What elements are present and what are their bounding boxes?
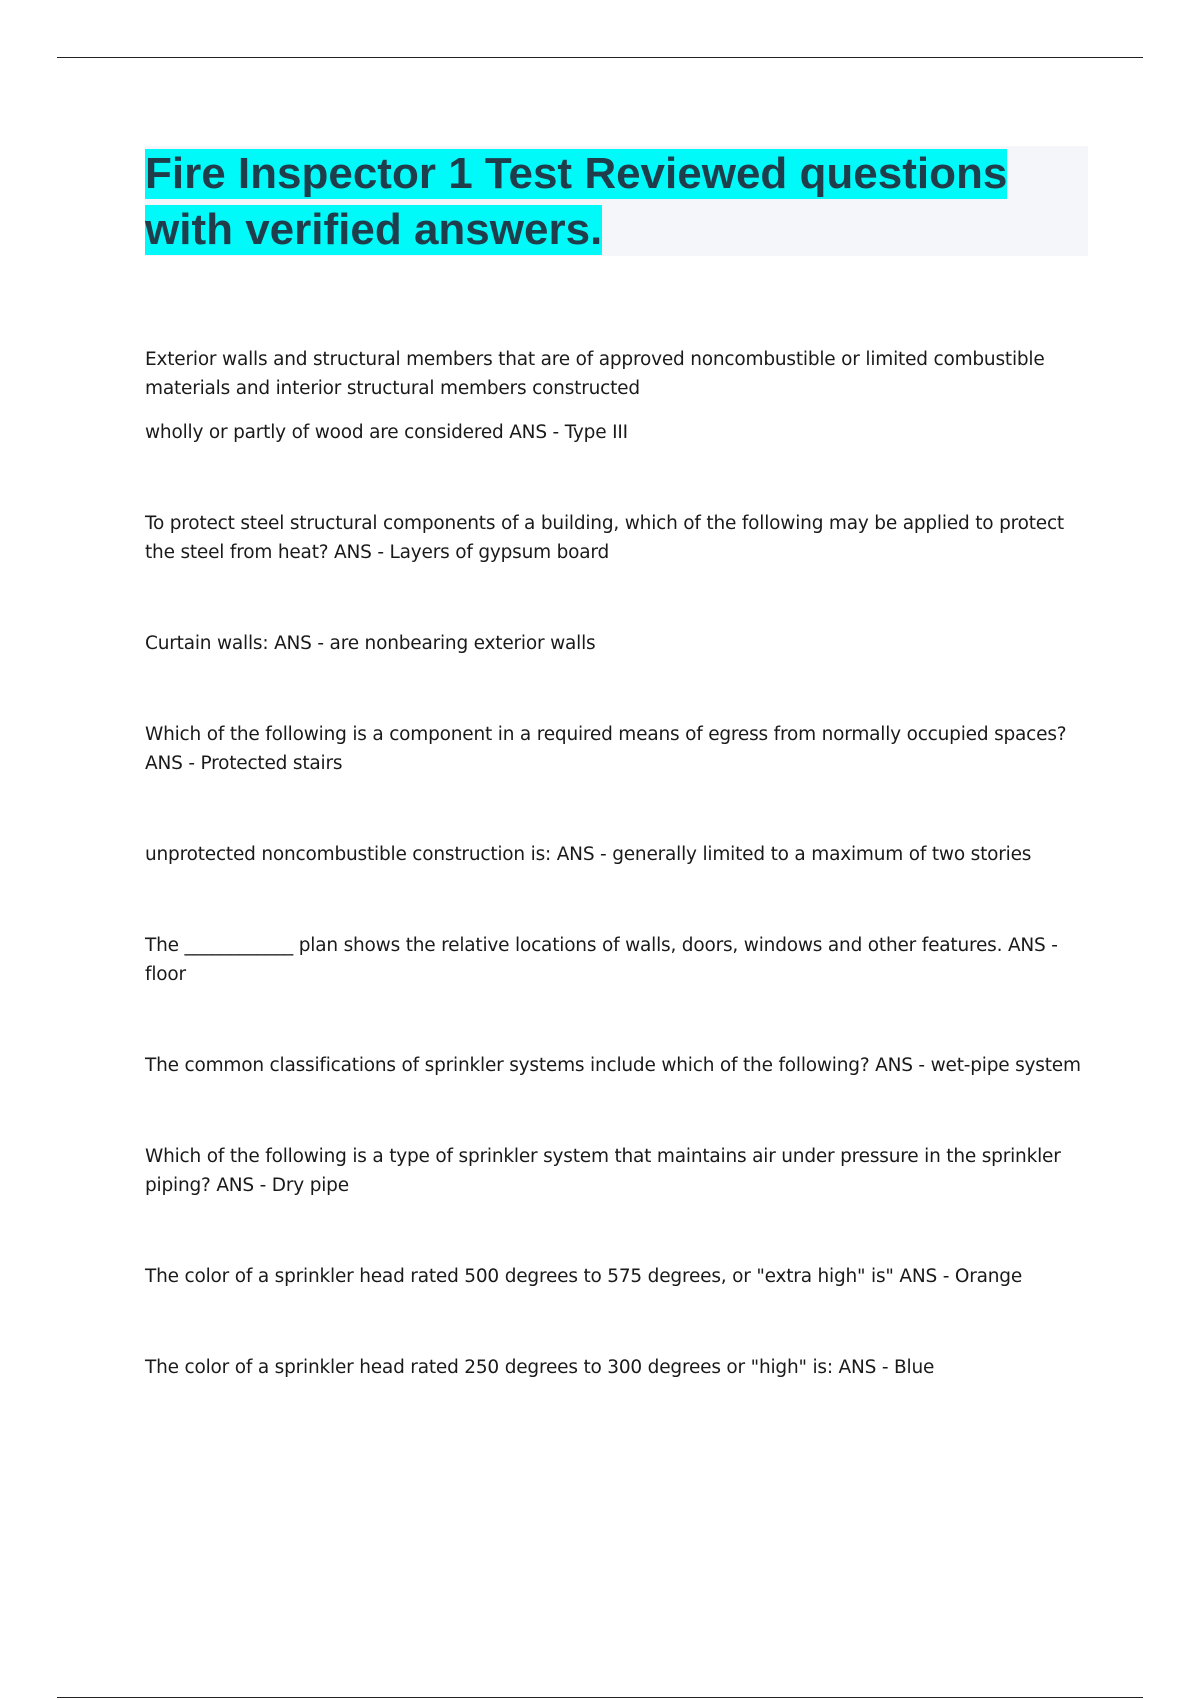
qa-line: Exterior walls and structural members that are of approved noncombustible or limited combustible materials and interior structural members constructed (145, 349, 1045, 399)
qa-line: The ____________ plan shows the relative locations of walls, doors, windows and other features. ANS - floor (145, 935, 1058, 985)
qa-item (145, 1353, 1085, 1382)
qa-item (145, 345, 1085, 447)
qa-line: wholly or partly of wood are considered ANS - Type III (145, 422, 628, 443)
qa-item (145, 629, 1085, 658)
qa-line: The common classifications of sprinkler systems include which of the following? ANS - wet-pipe system (145, 1055, 1081, 1076)
qa-item (145, 1142, 1085, 1200)
qa-line: To protect steel structural components of a building, which of the following may be applied to protect the steel from heat? ANS - Layers of gypsum board (145, 513, 1064, 563)
qa-item (145, 720, 1085, 778)
qa-item (145, 1051, 1085, 1080)
qa-line: The color of a sprinkler head rated 500 degrees to 575 degrees, or "extra high" is" ANS - Orange (145, 1266, 1023, 1287)
qa-line: unprotected noncombustible construction is: ANS - generally limited to a maximum of two stories (145, 844, 1032, 865)
qa-line: Curtain walls: ANS - are nonbearing exterior walls (145, 633, 596, 654)
qa-line: Which of the following is a component in a required means of egress from normally occupied spaces? ANS - Protected stairs (145, 724, 1067, 774)
document-title-text: Fire Inspector 1 Test Reviewed questions with verified answers. (145, 149, 1008, 254)
qa-item (145, 509, 1085, 567)
qa-item (145, 1262, 1085, 1291)
top-rule (57, 57, 1143, 58)
bottom-rule (57, 1697, 1143, 1698)
qa-line: Which of the following is a type of sprinkler system that maintains air under pressure in the sprinkler piping? ANS - Dry pipe (145, 1146, 1061, 1196)
qa-line: The color of a sprinkler head rated 250 degrees to 300 degrees or "high" is: ANS - Blue (145, 1357, 935, 1378)
qa-item (145, 931, 1085, 989)
title-box (145, 146, 1088, 256)
qa-item (145, 840, 1085, 869)
document-title (145, 146, 1088, 258)
qa-list (145, 345, 1085, 1444)
